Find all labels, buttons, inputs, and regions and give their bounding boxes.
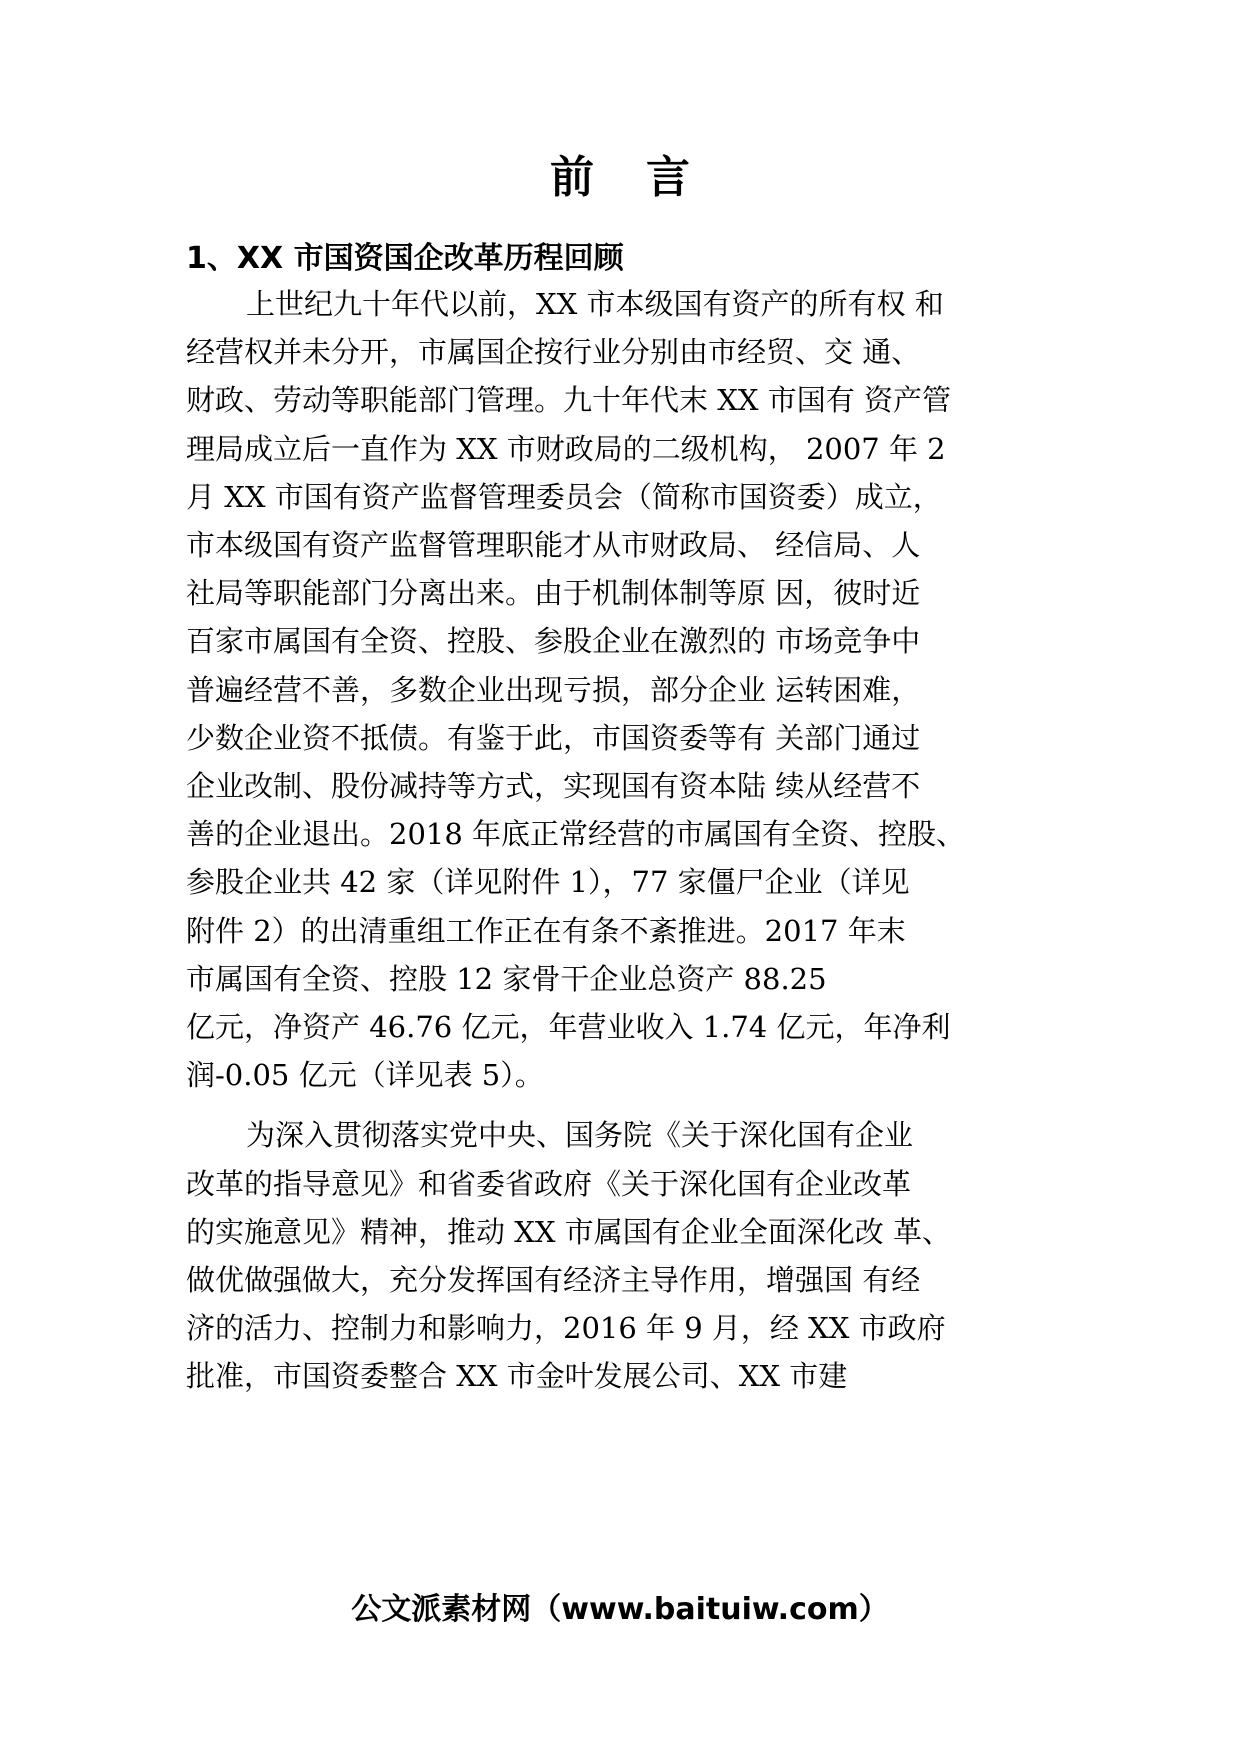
text-line: 少数企业资不抵债。有鉴于此，市国资委等有 关部门通过 — [186, 720, 921, 755]
document-body — [186, 280, 1066, 1401]
paragraph-2 — [186, 1111, 1066, 1400]
text-line: 为深入贯彻落实党中央、国务院《关于深化国有企业 — [246, 1118, 914, 1153]
text-line: 普遍经营不善，多数企业出现亏损，部分企业 运转困难， — [186, 672, 921, 707]
text-line: 济的活力、控制力和影响力，2016 年 9 月，经 XX 市政府 — [186, 1311, 946, 1346]
text-line: 市属国有全资、控股 12 家骨干企业总资产 88.25 — [186, 961, 827, 996]
text-line: 做优做强做大，充分发挥国有经济主导作用，增强国 有经 — [186, 1263, 921, 1298]
text-line: 润-0.05 亿元（详见表 5）。 — [186, 1058, 544, 1093]
paragraph-1 — [186, 280, 1066, 1099]
text-line: 的实施意见》精神，推动 XX 市属国有企业全面深化改 革、 — [186, 1214, 951, 1249]
text-line: 上世纪九十年代以前，XX 市本级国有资产的所有权 和 — [246, 287, 944, 321]
text-line: 理局成立后一直作为 XX 市财政局的二级机构， 2007 年 2 — [186, 431, 946, 466]
text-line: 财政、劳动等职能部门管理。九十年代末 XX 市国有 资产管 — [186, 383, 951, 418]
text-line: 善的企业退出。2018 年底正常经营的市属国有全资、控股、 — [186, 817, 966, 852]
text-line: 亿元，净资产 46.76 亿元，年营业收入 1.74 亿元，年净利 — [186, 1010, 951, 1045]
text-line: 企业改制、股份减持等方式，实现国有资本陆 续从经营不 — [186, 769, 921, 804]
text-line: 经营权并未分开，市属国企按行业分别由市经贸、交 通、 — [186, 335, 921, 370]
text-line: 月 XX 市国有资产监督管理委员会（简称市国资委）成立， — [186, 479, 942, 514]
text-line: 批准，市国资委整合 XX 市金叶发展公司、XX 市建 — [186, 1359, 848, 1394]
text-line: 参股企业共 42 家（详见附件 1），77 家僵尸企业（详见 — [186, 865, 910, 900]
text-line: 社局等职能部门分离出来。由于机制体制等原 因，彼时近 — [186, 576, 921, 611]
text-line: 改革的指导意见》和省委省政府《关于深化国有企业改革 — [186, 1166, 912, 1201]
text-line: 市本级国有资产监督管理职能才从市财政局、 经信局、人 — [186, 528, 921, 563]
footer-source-note: 公文派素材网（www.baituiw.com） — [351, 1592, 889, 1627]
text-line: 百家市属国有全资、控股、参股企业在激烈的 市场竞争中 — [186, 624, 921, 659]
text-line: 附件 2）的出清重组工作正在有条不紊推进。2017 年末 — [186, 913, 906, 948]
section-heading: 1、XX 市国资国企改革历程回顾 — [186, 241, 624, 276]
page-title: 前言 — [550, 152, 742, 203]
